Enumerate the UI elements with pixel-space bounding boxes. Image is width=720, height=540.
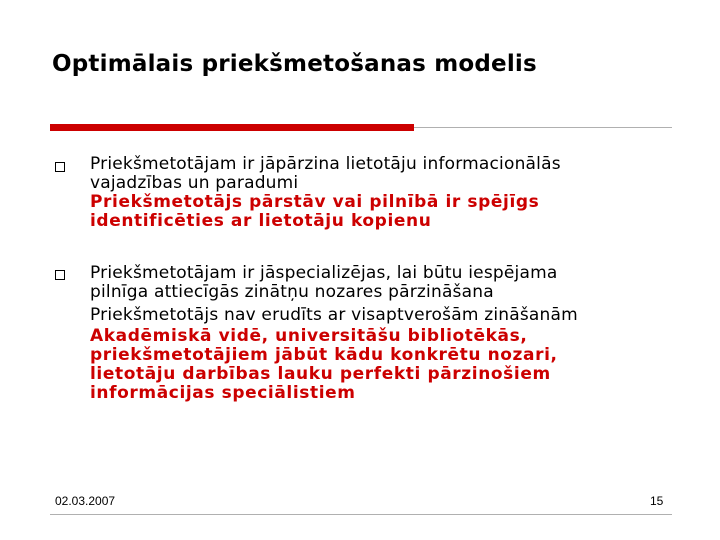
title-rule-accent: [50, 124, 414, 131]
bullet-1-emphasis-1: Priekšmetotājs pārstāv vai pilnībā ir spējīgs: [90, 192, 540, 212]
bullet-1-emphasis-2: identificēties ar lietotāju kopienu: [90, 211, 432, 231]
bullet-2-line-2: pilnīga attiecīgās zinātņu nozares pārzināšana: [90, 282, 494, 302]
footer-date: 02.03.2007: [55, 494, 116, 508]
bullet-square-icon: [55, 270, 65, 280]
page-title: Optimālais priekšmetošanas modelis: [52, 51, 537, 77]
bullet-2-emphasis-1: Akadēmiskā vidē, universitāšu bibliotēkās,: [90, 326, 528, 346]
bullet-2-emphasis-4: informācijas speciālistiem: [90, 383, 356, 403]
bullet-2-line-1: Priekšmetotājam ir jāspecializējas, lai būtu iespējama: [90, 263, 558, 283]
bullet-2-emphasis-3: lietotāju darbības lauku perfekti pārzinošiem: [90, 364, 551, 384]
bullet-2-emphasis-2: priekšmetotājiem jābūt kādu konkrētu nozari,: [90, 345, 558, 365]
bullet-2-text: [90, 264, 690, 403]
bullet-1-line-2: vajadzības un paradumi: [90, 173, 299, 193]
footer-rule: [50, 514, 672, 515]
bullet-1-text: [90, 155, 690, 231]
bullet-square-icon: [55, 162, 65, 172]
bullet-2-line-3: Priekšmetotājs nav erudīts ar visaptverošām zināšanām: [90, 305, 578, 325]
page-number: 15: [650, 494, 664, 508]
bullet-1-line-1: Priekšmetotājam ir jāpārzina lietotāju informacionālās: [90, 154, 561, 174]
title-rule-line: [414, 127, 672, 128]
